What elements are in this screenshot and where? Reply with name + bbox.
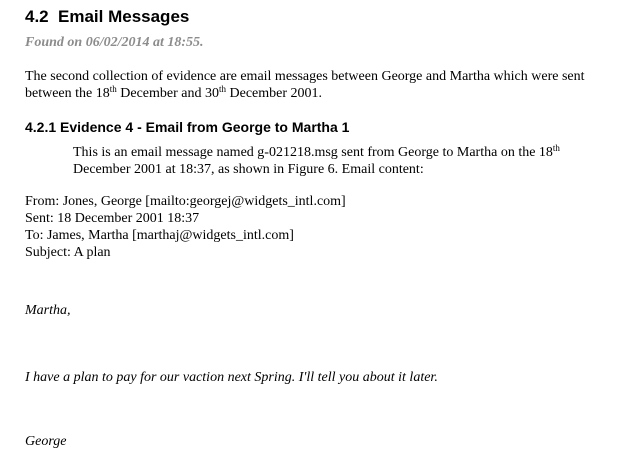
email-signature: George xyxy=(25,434,67,449)
email-to: To: James, Martha [marthaj@widgets_intl.com] xyxy=(25,228,294,243)
section-heading xyxy=(25,7,189,27)
section-title: Email Messages xyxy=(58,7,190,26)
section-number: 4.2 xyxy=(25,7,49,26)
email-subject: Subject: A plan xyxy=(25,245,111,260)
found-timestamp: Found on 06/02/2014 at 18:55. xyxy=(25,35,204,50)
intro-paragraph: The second collection of evidence are email messages between George and Martha which were sent between the 18th December and 30th December 2001. xyxy=(25,69,585,101)
email-sent: Sent: 18 December 2001 18:37 xyxy=(25,211,200,226)
evidence-description: This is an email message named g-021218.msg sent from George to Martha on the 18th December 2001 at 18:37, as shown in Figure 6. Email content: xyxy=(73,143,560,177)
email-greeting: Martha, xyxy=(25,303,71,318)
email-body: I have a plan to pay for our vaction next Spring. I'll tell you about it later. xyxy=(25,370,438,385)
evidence-heading: 4.2.1 Evidence 4 - Email from George to Martha 1 xyxy=(25,119,350,135)
email-from: From: Jones, George [mailto:georgej@widgets_intl.com] xyxy=(25,194,346,209)
